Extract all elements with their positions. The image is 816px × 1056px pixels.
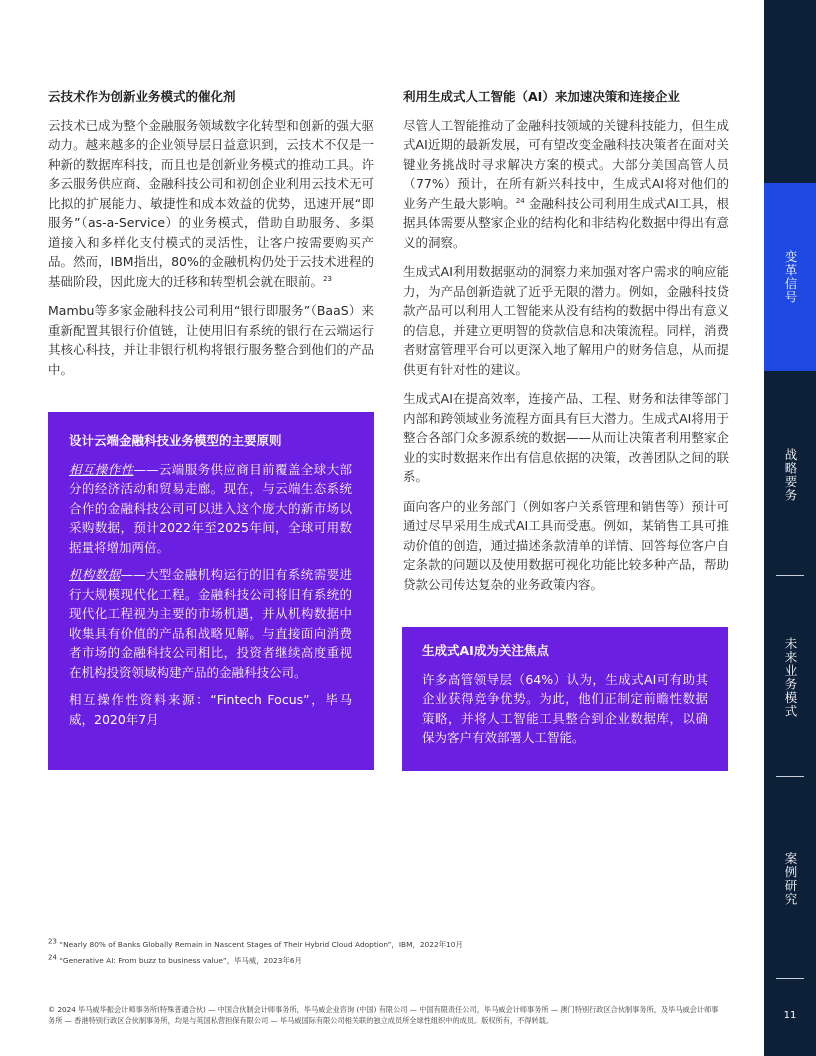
- footnote-24: $^{24}$ “Generative AI: From buzz to business value”，毕马威，2023年6月: [48, 953, 302, 965]
- footnote-ref-24[interactable]: 24: [515, 196, 525, 205]
- left-column: [48, 88, 374, 389]
- page-number: 11: [783, 1010, 797, 1021]
- principles-source: 相互操作性资料来源：“Fintech Focus”，毕马威，2020年7月: [69, 692, 352, 727]
- sidebar-tab-label: 变革信号: [783, 250, 798, 304]
- principle-term-institutional-data: 机构数据: [69, 567, 121, 582]
- right-heading: 利用生成式人工智能（AI）来加速决策和连接企业: [403, 89, 680, 104]
- genai-callout: [402, 627, 728, 771]
- sidebar-tab-case-studies[interactable]: [764, 781, 816, 976]
- sidebar-divider: [776, 575, 804, 576]
- left-heading: 云技术作为创新业务模式的催化剂: [48, 89, 236, 104]
- right-paragraph-4: 面向客户的业务部门（例如客户关系管理和销售等）预计可通过尽早采用生成式AI工具而受惠。例如，某销售工具可推动价值的创造，通过描述条款清单的详情、回答每位客户自定条款的问题以及使用数据可视化功能比较多种产品，帮助贷款公司传达复杂的业务政策内容。: [403, 498, 729, 592]
- sidebar-divider: [776, 978, 804, 979]
- right-paragraph-1: 尽管人工智能推动了金融科技领域的关键科技能力，但生成式AI近期的最新发展，可有望改变金融科技决策者在面对关键业务挑战时寻求解决方案的模式。大部分美国高管人员（77%）预计，在所有新兴科技中，生成式AI将对他们的业务产生最大影响。$^{24}$ 金融科技公司利用生成式AI工具，根据具体需要从整家企业的结构化和非结构化数据中得出有意义的洞察。: [403, 117, 729, 250]
- copyright-footer: © 2024 毕马威华振会计师事务所(特殊普通合伙) — 中国合伙制会计师事务所，毕马威企业咨询 (中国) 有限公司 — 中国有限责任公司，毕马威会计师事务所 — 澳门特别行政区合伙制事务所，及毕马威会计师事务所 — 香港特别行政区合伙制事务所，均是与英国私营担保有限公司 — 毕马威国际有限公司相关联的独立成员所全球性组织中的成员。版权所有，不得转载。: [48, 1005, 719, 1025]
- sidebar-tab-label: 案例研究: [783, 851, 798, 906]
- principle-interoperability: 相互操作性——云端服务供应商目前覆盖全球大部分的经济活动和贸易走廊。现在，与云端生态系统合作的金融科技公司可以进入这个庞大的新市场以采购数据，预计2022年至2025年间，全球可用数据量将增加两倍。: [69, 461, 352, 555]
- genai-callout-heading: 生成式AI成为关注焦点: [422, 643, 549, 658]
- sidebar-tab-label: 未来业务模式: [783, 637, 798, 718]
- principle-institutional-data: 机构数据——大型金融机构运行的旧有系统需要进行大规模现代化工程。金融科技公司将旧有系统的现代化工程视为主要的市场机遇，并从机构数据中收集具有价值的产品和战略见解。与直接面向消费者市场的金融科技公司相比，投资者继续高度重视在机构投资领域构建产品的金融科技公司。: [69, 567, 352, 680]
- right-column: [403, 88, 729, 604]
- sidebar-divider: [776, 776, 804, 777]
- sidebar-tab-future-business-models[interactable]: [764, 580, 816, 775]
- sidebar-tab-change-signals[interactable]: [764, 183, 816, 371]
- footnote-23: $^{23}$ “Nearly 80% of Banks Globally Remain in Nascent Stages of Their Hybrid Cloud Adoption”，IBM，2022年10月: [48, 937, 463, 949]
- section-sidebar: [764, 0, 816, 1056]
- left-paragraph-1: 云技术已成为整个金融服务领域数字化转型和创新的强大驱动力。越来越多的企业领导层日益意识到，云技术不仅是一种新的数据库科技，而且也是创新业务模式的推动工具。许多云服务供应商、金融科技公司和初创企业利用云技术无可比拟的扩展能力、敏捷性和成本效益的优势，迅速开展“即服务”（as-a-Service）的业务模式，借助自助服务、多渠道接入和多样化支付模式的灵活性，让客户按需要购买产品。然而，IBM指出，80%的金融机构仍处于云技术进程的基础阶段，因此庞大的迁移和转型机会就在眼前。$^{23}$: [48, 117, 374, 289]
- principles-callout: [48, 412, 374, 770]
- footnote-ref-23[interactable]: 23: [323, 274, 332, 283]
- principle-term-interoperability: 相互操作性: [69, 461, 134, 477]
- right-paragraph-2: 生成式AI利用数据驱动的洞察力来加强对客户需求的响应能力，为产品创新造就了近乎无限的潜力。例如，金融科技贷款产品可以利用人工智能来从没有结构的数据中得出有意义的信息，并建立更明智的贷款信息和决策流程。同样，消费者财富管理平台可以更深入地了解用户的财务信息，从而提供更有针对性的建议。: [403, 264, 729, 377]
- right-paragraph-3: 生成式AI在提高效率，连接产品、工程、财务和法律等部门内部和跨领域业务流程方面具有巨大潜力。生成式AI将用于整合各部门众多源系统的数据——从而让决策者利用整家企业的实时数据来作出有信息依据的决策，改善团队之间的联系。: [403, 391, 729, 484]
- sidebar-tab-strategic-imperatives[interactable]: [764, 380, 816, 570]
- principles-heading: 设计云端金融科技业务模型的主要原则: [69, 433, 282, 448]
- genai-callout-text: 许多高管领导层（64%）认为，生成式AI可有助其企业获得竞争优势。为此，他们正制定前瞻性数据策略，并将人工智能工具整合到企业数据库，以确保为客户有效部署人工智能。: [422, 671, 708, 745]
- footnotes: [48, 937, 728, 969]
- left-paragraph-2: Mambu等多家金融科技公司利用“银行即服务”（BaaS）来重新配置其银行价值链，让使用旧有系统的银行在云端运行其核心科技，并让非银行机构将银行服务整合到他们的产品中。: [48, 303, 374, 377]
- sidebar-tab-label: 战略要务: [783, 448, 798, 502]
